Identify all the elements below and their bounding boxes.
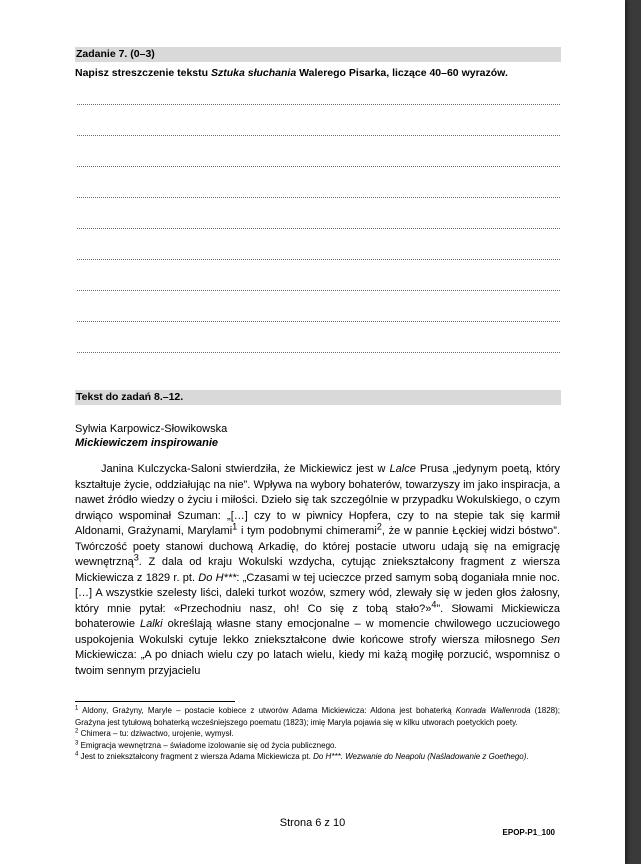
instruction-text-start: Napisz streszczenie tekstu bbox=[75, 67, 211, 79]
answer-line[interactable] bbox=[77, 352, 560, 353]
exam-code: EPOP-P1_100 bbox=[502, 828, 555, 837]
task-7-header: Zadanie 7. (0–3) bbox=[75, 47, 561, 62]
page-number: Strona 6 z 10 bbox=[279, 817, 346, 829]
article-body bbox=[75, 462, 560, 679]
instruction-text-end: Walerego Pisarka, liczące 40–60 wyrazów. bbox=[296, 67, 508, 79]
text-run-italic: Lalce bbox=[389, 463, 416, 475]
footnote-ref-1: 1 bbox=[232, 521, 238, 532]
article-paragraph bbox=[75, 462, 560, 679]
text-run: Mickiewicza: „A po dniach wielu czy po latach wielu, kiedy mi każą mogiłę porzucić, wspomnisz o twoim sennym przyjacielu bbox=[75, 649, 560, 677]
footnote-text: (1828); Grażyna jest tytułową bohaterką wcześniejszego poematu (1823); imię Maryla pojawia się w kilku utworach poetyckich poety. bbox=[75, 706, 561, 727]
footnote-1 bbox=[75, 705, 560, 728]
footnote-text: Aldony, Grażyny, Maryle – postacie kobiece z utworów Adama Mickiewicza: Aldona jest bohaterką bbox=[78, 706, 456, 715]
answer-line[interactable] bbox=[77, 290, 560, 291]
footnote-2 bbox=[75, 728, 560, 740]
answer-line[interactable] bbox=[77, 166, 560, 167]
footnote-3 bbox=[75, 740, 560, 752]
text-run: i tym podobnymi chimerami bbox=[237, 525, 377, 537]
answer-line[interactable] bbox=[77, 321, 560, 322]
footnote-text-italic: Konrada Wallenroda bbox=[455, 706, 531, 715]
footnote-ref-4: 4 bbox=[431, 598, 437, 609]
footnote-text: Chimera – tu: dziwactwo, urojenie, wymysł. bbox=[78, 729, 234, 738]
text-run: , że w pannie Łęckiej widzi bóstwo”. Twórczość poety stanowi duchową Arkadię, do której postacie utworu udają się na emigrację wewnętrzną bbox=[75, 525, 560, 568]
footnote-text: Jest to zniekształcony fragment z wiersza Adama Mickiewicza pt. bbox=[78, 752, 314, 761]
footnote-4 bbox=[75, 751, 560, 763]
footnote-ref-3: 3 bbox=[133, 552, 139, 563]
footnotes bbox=[75, 705, 560, 763]
task-7-instruction bbox=[75, 66, 565, 80]
text-run: określają własne stany emocjonalne – w momencie chwilowego uczuciowego uspokojenia Wokulski cytuje lekko zniekształcone dwie końcowe strofy wiersza miłosnego bbox=[75, 618, 560, 646]
footnote-number: 1 bbox=[75, 705, 79, 712]
footnote-ref-2: 2 bbox=[376, 521, 382, 532]
text-run: . Z dala od kraju Wokulski wzdycha, cytując zniekształcony fragment z wiersza Mickiewicza z 1829 r. pt. bbox=[75, 556, 560, 584]
text-run-italic: Sen bbox=[540, 633, 560, 646]
footnote-text-italic: Do H***. Wezwanie do Neapolu (Naśladowanie z Goethego) bbox=[313, 752, 527, 761]
answer-line[interactable] bbox=[77, 104, 560, 105]
article-title: Mickiewiczem inspirowanie bbox=[75, 437, 219, 449]
answer-line[interactable] bbox=[77, 197, 560, 198]
footnote-number: 3 bbox=[75, 739, 79, 746]
text-run: Prusa „jedynym poetą, który kształtuje życie, oddziałując na nie”. Wpływa na wybory bohaterów, towarzyszy im jako inspiracja, a nawet źródło wiedzy o życiu i miłości. Dzieło się tak szczególnie w przypadku Wokulskiego, o czym drwiąco wspominał Szuman: „[…] czy to w piwnicy Hopfera, czy to na stepie tak się karmił Aldonami, Grażynami, Marylami bbox=[75, 463, 560, 537]
instruction-work-title: Sztuka słuchania bbox=[210, 67, 297, 79]
footnote-number: 4 bbox=[75, 751, 79, 758]
answer-line[interactable] bbox=[77, 228, 560, 229]
text-run: ”. Słowami Mickiewicza bohaterowie bbox=[75, 602, 560, 630]
text-section-header: Tekst do zadań 8.–12. bbox=[75, 390, 561, 405]
footnote-text: . bbox=[526, 752, 529, 761]
footnote-divider bbox=[75, 701, 235, 702]
footnote-number: 2 bbox=[75, 728, 79, 735]
footnote-text: Emigracja wewnętrzna – świadome izolowanie się od życia publicznego. bbox=[78, 740, 337, 750]
text-run: : „Czasami w tej ucieczce przed samym sobą doganiała mnie noc. […] A wszystkie szelesty liści, daleki turkot wozów, szmery wód, zlewały się w jeden głos żałosny, który mnie pytał: «Przechodniu nasz, oh! Co się z tobą stało?» bbox=[75, 571, 560, 615]
text-run-italic: Do H*** bbox=[198, 571, 237, 584]
text-run: Janina Kulczycka-Saloni stwierdziła, że Mickiewicz jest w bbox=[101, 463, 390, 475]
answer-line[interactable] bbox=[77, 135, 560, 136]
text-run-italic: Lalki bbox=[139, 618, 163, 630]
article-author: Sylwia Karpowicz-Słowikowska bbox=[75, 423, 228, 435]
answer-line[interactable] bbox=[77, 259, 560, 260]
